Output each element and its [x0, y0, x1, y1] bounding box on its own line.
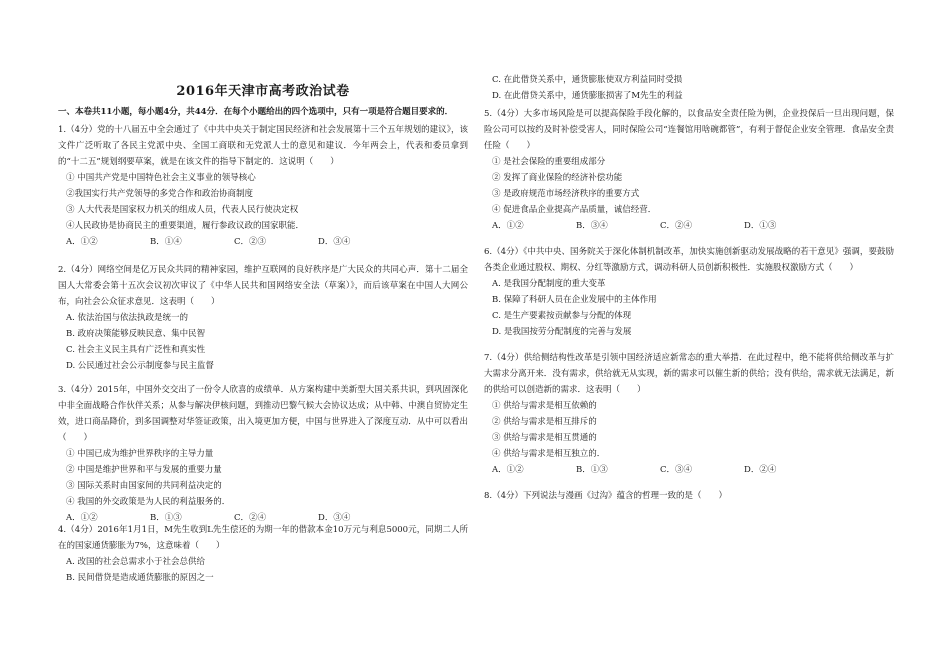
choice-option: D. 公民通过社会公示制度参与民主监督	[66, 361, 214, 371]
statement-item: ① 中国已成为维护世界秩序的主导力量	[66, 449, 214, 459]
answer-option: C．②④	[660, 221, 693, 231]
question-4	[58, 522, 468, 586]
answer-option: A．①②	[66, 513, 98, 523]
choice-option: A. 是我国分配制度的重大变革	[492, 279, 606, 289]
answer-row	[484, 462, 894, 478]
statement-item: ② 供给与需求是相互排斥的	[492, 417, 597, 427]
question-stem: 1.（4分）党的十八届五中全会通过了《中共中央关于制定国民经济和社会发展第十三个五年规划的建议》，该文件广泛听取了各民主党派中央、全国工商联和无党派人士的意见和建议．今年两会上，代表和委员拿到的“十二五”规划纲要草案，就是在该文件的指导下制定的．这说明（ ）	[58, 125, 468, 167]
question-3	[58, 382, 468, 526]
statement-item: ① 中国共产党是中国特色社会主义事业的领导核心	[66, 173, 256, 183]
choice-option: C. 社会主义民主具有广泛性和真实性	[66, 345, 206, 355]
question-4-continued	[484, 72, 894, 104]
answer-option: B．①③	[150, 513, 182, 523]
choice-option: C. 在此借贷关系中，通货膨胀使双方利益同时受损	[492, 75, 683, 85]
answer-option: D．③④	[318, 237, 351, 247]
answer-option: B．①③	[576, 465, 608, 475]
answer-option: C．②④	[234, 513, 267, 523]
answer-option: C．③④	[660, 465, 693, 475]
answer-option: D．③④	[318, 513, 351, 523]
answer-option: A．①②	[492, 465, 524, 475]
answer-option: B．③④	[576, 221, 608, 231]
question-stem: 4.（4分）2016年1月1日，M先生收到L先生偿还的为期一年的借款本金10万元与利息5000元，同期二人所在的国家通货膨胀为7%，这意味着（ ）	[58, 525, 468, 551]
answer-option: B．①④	[150, 237, 182, 247]
choice-option: D. 在此借贷关系中，通货膨胀损害了M先生的利益	[492, 91, 683, 101]
statement-item: ① 供给与需求是相互依赖的	[492, 401, 597, 411]
answer-option: C．②③	[234, 237, 267, 247]
statement-item: ③ 人大代表是国家权力机关的组成人员，代表人民行使决定权	[66, 205, 299, 215]
statement-item: ④ 促进食品企业提高产品质量，诚信经营．	[492, 205, 657, 215]
choice-option: A. 改国的社会总需求小于社会总供给	[66, 557, 206, 567]
answer-option: D．①③	[744, 221, 777, 231]
choice-option: D. 是我国按劳分配制度的完善与发展	[492, 327, 632, 337]
answer-row	[58, 234, 468, 250]
statement-item: ① 是社会保险的重要组成部分	[492, 157, 606, 167]
statement-item: ②我国实行共产党领导的多党合作和政治协商制度	[66, 189, 254, 199]
question-7	[484, 350, 894, 478]
question-8	[484, 488, 894, 504]
question-stem: 7.（4分）供给侧结构性改革是引领中国经济适应新常态的重大举措．在此过程中，绝不能将供给侧改革与扩大需求分离开来．没有需求，供给就无从实现，新的需求可以催生新的供给；没有供给，需求就无法满足，新的供给可以创造新的需求．这表明（ ）	[484, 353, 894, 395]
question-stem: 8.（4分）下列说法与漫画《过沟》蕴含的哲理一致的是（ ）	[484, 491, 728, 501]
statement-item: ② 中国是维护世界和平与发展的重要力量	[66, 465, 222, 475]
choice-option: B. 民间借贷是造成通货膨胀的原因之一	[66, 573, 214, 583]
statement-item: ② 发挥了商业保险的经济补偿功能	[492, 173, 623, 183]
answer-option: D．②④	[744, 465, 777, 475]
question-2	[58, 262, 468, 374]
statement-item: ④ 供给与需求是相互独立的．	[492, 449, 606, 459]
choice-option: B. 保障了科研人员在企业发展中的主体作用	[492, 295, 657, 305]
question-6	[484, 244, 894, 340]
section-header: 一、本卷共11小题，每小题4分，共44分．在每个小题给出的四个选项中，只有一项是符合题目要求的．	[58, 107, 454, 117]
question-5	[484, 106, 894, 234]
answer-row	[484, 218, 894, 234]
question-1	[58, 122, 468, 250]
statement-item: ③ 供给与需求是相互贯通的	[492, 433, 597, 443]
question-stem: 6.（4分）《中共中央、国务院关于深化体制机制改革，加快实施创新驱动发展战略的若干意见》强调，要鼓励各类企业通过股权、期权、分红等激励方式，调动科研人员创新积极性．实施股权激励方式（ ）	[484, 247, 894, 273]
statement-item: ③ 是政府规范市场经济秩序的重要方式	[492, 189, 640, 199]
choice-option: A. 依法治国与依法执政是统一的	[66, 313, 189, 323]
answer-option: A．①②	[66, 237, 98, 247]
statement-item: ③ 国际关系时由国家间的共同利益决定的	[66, 481, 222, 491]
statement-item: ④ 我国的外交政策是为人民的利益服务的．	[66, 497, 231, 507]
choice-option: B. 政府决策能够反映民意、集中民智	[66, 329, 206, 339]
answer-option: A．①②	[492, 221, 524, 231]
question-stem: 2.（4分）网络空间是亿万民众共同的精神家园，维护互联网的良好秩序是广大民众的共同心声．第十二届全国人大常委会第十五次会议初次审议了《中华人民共和国网络安全法（草案）》，而后该草案在中国人大网公布，向社会公众征求意见．这表明（ ）	[58, 265, 468, 307]
page-title: 2016年天津市高考政治试卷	[176, 84, 350, 99]
question-stem: 5.（4分）大多市场风险是可以提高保险手段化解的，以食品安全责任险为例，企业投保后一旦出现问题，保险公司可以按约及时补偿受害人，同时保险公司“连餐馆用啥碗都管”，有利于督促企业安全管理．食品安全责任险（ ）	[484, 109, 894, 151]
statement-item: ④人民政协是协商民主的重要渠道，履行参政议政的国家职能．	[66, 221, 305, 231]
choice-option: C. 是生产要素按贡献参与分配的体现	[492, 311, 632, 321]
question-stem: 3.（4分）2015年，中国外交交出了一份令人欣喜的成绩单．从方案构建中美新型大国关系共识，到巩固深化中非全面战略合作伙伴关系；从参与解决伊核问题，到推动巴黎气候大会协议达成；从中韩、中澳自贸协定生效，进口商品降价，到多国调整对华签证政策，出入境更加方便，中国与世界进入了深度互动．从中可以看出（ ）	[58, 385, 468, 443]
